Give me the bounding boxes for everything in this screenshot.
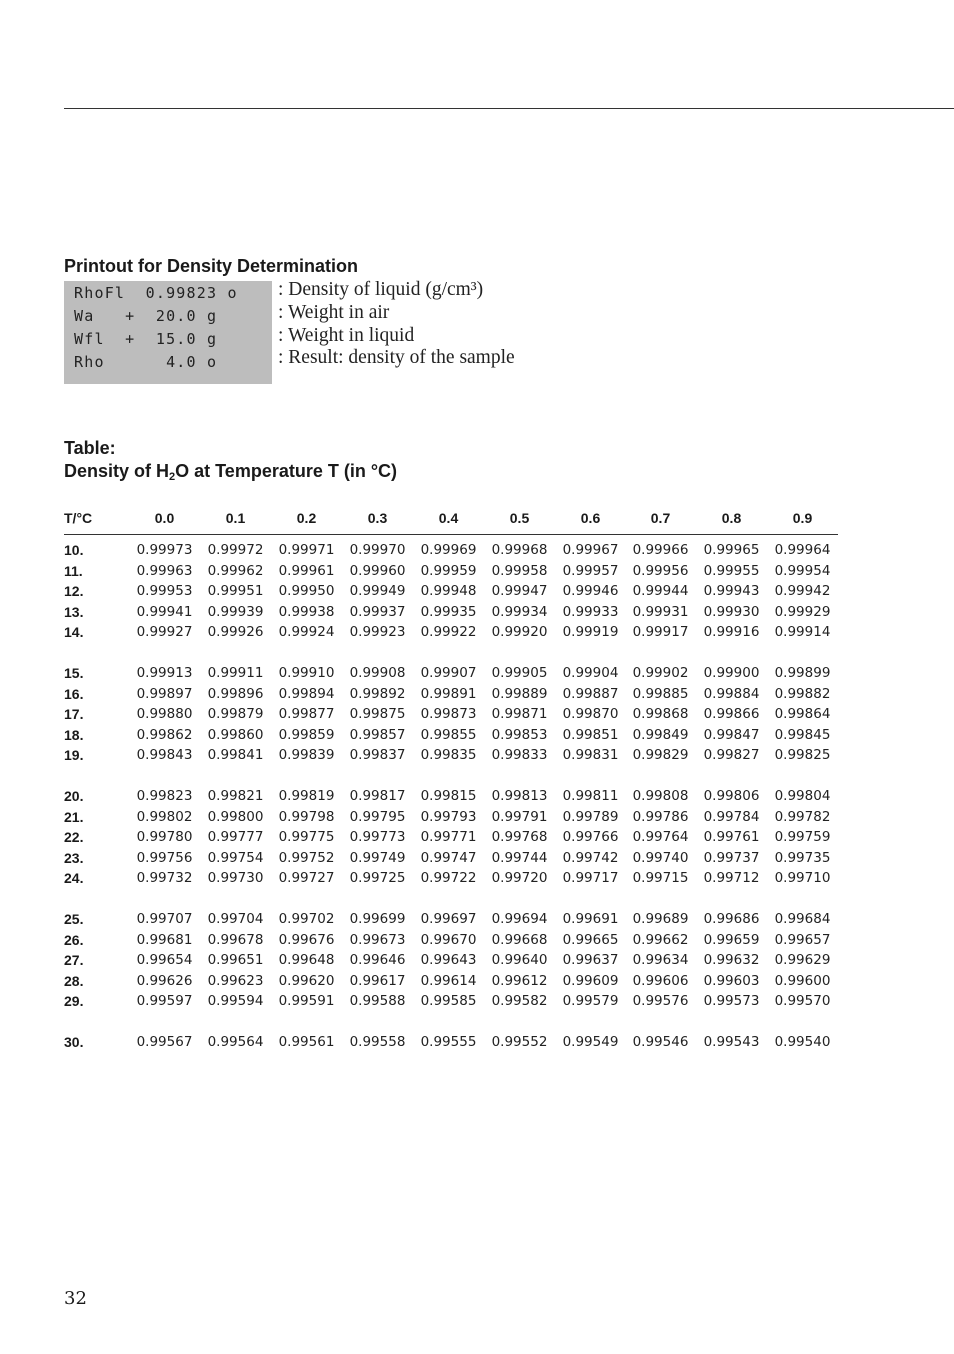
table-row: [0, 583, 954, 603]
density-value: 0.99735: [774, 849, 831, 866]
column-header: 0.4: [438, 510, 459, 526]
density-value: 0.99620: [278, 972, 335, 989]
column-header: 0.3: [367, 510, 388, 526]
density-value: 0.99825: [774, 747, 831, 763]
density-value: 0.99950: [278, 583, 335, 599]
density-value: 0.99972: [207, 542, 264, 558]
column-header: 0.6: [580, 510, 601, 526]
density-value: 0.99603: [703, 972, 760, 989]
column-header: 0.5: [509, 510, 530, 526]
density-value: 0.99942: [774, 583, 831, 599]
density-value: 0.99811: [562, 788, 619, 804]
density-value: 0.99773: [349, 829, 406, 845]
row-temperature: 22.: [64, 829, 84, 845]
density-value: 0.99606: [632, 972, 689, 989]
density-value: 0.99585: [420, 993, 477, 1009]
printout-line-result: Rho 4.0 o: [74, 353, 218, 371]
density-value: 0.99588: [349, 993, 406, 1009]
density-value: 0.99833: [491, 747, 548, 763]
density-value: 0.99955: [703, 562, 760, 579]
table-header-rule: [64, 534, 838, 535]
density-value: 0.99948: [420, 583, 477, 599]
density-value: 0.99806: [703, 788, 760, 804]
density-value: 0.99629: [774, 952, 831, 968]
table-title-prefix: Density of H: [64, 461, 170, 481]
density-value: 0.99835: [420, 747, 477, 763]
density-value: 0.99594: [207, 993, 264, 1009]
density-value: 0.99877: [278, 706, 335, 722]
density-value: 0.99941: [136, 603, 193, 620]
table-row: [0, 665, 954, 685]
density-value: 0.99961: [278, 562, 335, 579]
page-number: 32: [64, 1288, 87, 1309]
table-row: [0, 952, 954, 972]
density-value: 0.99899: [774, 665, 831, 681]
density-value: 0.99747: [420, 849, 477, 866]
density-value: 0.99944: [632, 583, 689, 599]
density-value: 0.99710: [774, 870, 831, 886]
row-temperature: 15.: [64, 665, 84, 681]
density-value: 0.99885: [632, 685, 689, 702]
density-value: 0.99808: [632, 788, 689, 804]
density-value: 0.99665: [562, 931, 619, 948]
density-value: 0.99973: [136, 542, 193, 558]
row-temperature: 27.: [64, 952, 84, 968]
printout-title: Printout for Density Determination: [64, 256, 359, 276]
density-value: 0.99910: [278, 665, 335, 681]
density-value: 0.99795: [349, 808, 406, 825]
density-value: 0.99853: [491, 726, 548, 743]
density-value: 0.99640: [491, 952, 548, 968]
density-value: 0.99926: [207, 624, 264, 640]
row-temperature: 19.: [64, 747, 84, 763]
density-value: 0.99712: [703, 870, 760, 886]
density-value: 0.99902: [632, 665, 689, 681]
density-value: 0.99694: [491, 911, 548, 927]
density-value: 0.99715: [632, 870, 689, 886]
density-value: 0.99549: [562, 1034, 619, 1050]
density-value: 0.99900: [703, 665, 760, 681]
density-value: 0.99938: [278, 603, 335, 620]
density-value: 0.99637: [562, 952, 619, 968]
table-label: Table:: [64, 438, 116, 458]
density-value: 0.99552: [491, 1034, 548, 1050]
table-row: [0, 727, 954, 747]
row-temperature: 21.: [64, 808, 84, 825]
density-value: 0.99668: [491, 931, 548, 948]
density-value: 0.99845: [774, 726, 831, 743]
row-temperature: 18.: [64, 726, 84, 743]
density-value: 0.99617: [349, 972, 406, 989]
density-value: 0.99847: [703, 726, 760, 743]
density-value: 0.99829: [632, 747, 689, 763]
density-value: 0.99654: [136, 952, 193, 968]
density-value: 0.99880: [136, 706, 193, 722]
density-value: 0.99859: [278, 726, 335, 743]
density-value: 0.99947: [491, 583, 548, 599]
row-temperature: 20.: [64, 788, 84, 804]
density-value: 0.99684: [774, 911, 831, 927]
density-value: 0.99752: [278, 849, 335, 866]
row-temperature: 14.: [64, 624, 84, 640]
density-value: 0.99949: [349, 583, 406, 599]
density-value: 0.99561: [278, 1034, 335, 1050]
density-value: 0.99702: [278, 911, 335, 927]
density-value: 0.99597: [136, 993, 193, 1009]
density-value: 0.99777: [207, 829, 264, 845]
density-value: 0.99780: [136, 829, 193, 845]
density-value: 0.99742: [562, 849, 619, 866]
density-value: 0.99849: [632, 726, 689, 743]
density-value: 0.99681: [136, 931, 193, 948]
density-value: 0.99943: [703, 583, 760, 599]
table-row: [0, 829, 954, 849]
density-value: 0.99964: [774, 542, 831, 558]
density-value: 0.99722: [420, 870, 477, 886]
density-value: 0.99930: [703, 603, 760, 620]
table-row: [0, 993, 954, 1013]
density-value: 0.99543: [703, 1034, 760, 1050]
table-row: [0, 850, 954, 870]
density-value: 0.99626: [136, 972, 193, 989]
density-value: 0.99623: [207, 972, 264, 989]
density-value: 0.99662: [632, 931, 689, 948]
table-title-suffix: O at Temperature T (in °C): [175, 461, 398, 481]
density-value: 0.99558: [349, 1034, 406, 1050]
density-value: 0.99839: [278, 747, 335, 763]
density-value: 0.99894: [278, 685, 335, 702]
density-value: 0.99689: [632, 911, 689, 927]
density-value: 0.99965: [703, 542, 760, 558]
density-value: 0.99831: [562, 747, 619, 763]
density-value: 0.99871: [491, 706, 548, 722]
top-rule: [64, 108, 954, 109]
table-row: [0, 932, 954, 952]
density-value: 0.99913: [136, 665, 193, 681]
density-value: 0.99896: [207, 685, 264, 702]
density-value: 0.99651: [207, 952, 264, 968]
density-value: 0.99887: [562, 685, 619, 702]
density-value: 0.99927: [136, 624, 193, 640]
density-value: 0.99784: [703, 808, 760, 825]
density-value: 0.99789: [562, 808, 619, 825]
density-value: 0.99870: [562, 706, 619, 722]
density-value: 0.99956: [632, 562, 689, 579]
table-row: [0, 563, 954, 583]
printout-desc-density-liquid: : Density of liquid (g/cm³): [278, 279, 484, 300]
row-temperature: 23.: [64, 849, 84, 866]
table-row: [0, 604, 954, 624]
table-row: [0, 686, 954, 706]
density-value: 0.99782: [774, 808, 831, 825]
density-value: 0.99766: [562, 829, 619, 845]
table-row: [0, 911, 954, 931]
density-value: 0.99564: [207, 1034, 264, 1050]
density-value: 0.99954: [774, 562, 831, 579]
density-value: 0.99917: [632, 624, 689, 640]
density-value: 0.99963: [136, 562, 193, 579]
density-value: 0.99764: [632, 829, 689, 845]
table-row: [0, 1034, 954, 1054]
density-value: 0.99864: [774, 706, 831, 722]
density-value: 0.99609: [562, 972, 619, 989]
density-value: 0.99892: [349, 685, 406, 702]
printout-desc-weight-air: : Weight in air: [278, 302, 390, 323]
density-value: 0.99697: [420, 911, 477, 927]
density-value: 0.99579: [562, 993, 619, 1009]
printout-line-density-liquid: RhoFl 0.99823 o: [74, 284, 238, 302]
column-header: 0.8: [721, 510, 742, 526]
density-value: 0.99717: [562, 870, 619, 886]
density-value: 0.99960: [349, 562, 406, 579]
density-value: 0.99546: [632, 1034, 689, 1050]
density-value: 0.99967: [562, 542, 619, 558]
column-header-temperature: T/°C: [64, 510, 93, 526]
density-value: 0.99600: [774, 972, 831, 989]
density-value: 0.99923: [349, 624, 406, 640]
table-row: [0, 747, 954, 767]
printout-desc-result: : Result: density of the sample: [278, 347, 515, 368]
density-value: 0.99786: [632, 808, 689, 825]
density-value: 0.99862: [136, 726, 193, 743]
density-value: 0.99875: [349, 706, 406, 722]
density-value: 0.99920: [491, 624, 548, 640]
density-value: 0.99931: [632, 603, 689, 620]
density-value: 0.99851: [562, 726, 619, 743]
density-value: 0.99905: [491, 665, 548, 681]
density-value: 0.99929: [774, 603, 831, 620]
density-value: 0.99817: [349, 788, 406, 804]
density-value: 0.99732: [136, 870, 193, 886]
density-value: 0.99966: [632, 542, 689, 558]
density-value: 0.99707: [136, 911, 193, 927]
density-value: 0.99691: [562, 911, 619, 927]
density-value: 0.99837: [349, 747, 406, 763]
density-value: 0.99768: [491, 829, 548, 845]
row-temperature: 11.: [64, 562, 83, 579]
table-row: [0, 542, 954, 562]
density-value: 0.99907: [420, 665, 477, 681]
density-value: 0.99815: [420, 788, 477, 804]
density-value: 0.99868: [632, 706, 689, 722]
row-temperature: 28.: [64, 972, 84, 989]
density-value: 0.99704: [207, 911, 264, 927]
density-value: 0.99897: [136, 685, 193, 702]
density-value: 0.99659: [703, 931, 760, 948]
density-value: 0.99646: [349, 952, 406, 968]
density-value: 0.99819: [278, 788, 335, 804]
row-temperature: 29.: [64, 993, 84, 1009]
density-value: 0.99873: [420, 706, 477, 722]
density-value: 0.99754: [207, 849, 264, 866]
density-value: 0.99919: [562, 624, 619, 640]
density-value: 0.99678: [207, 931, 264, 948]
density-value: 0.99924: [278, 624, 335, 640]
density-value: 0.99749: [349, 849, 406, 866]
density-value: 0.99962: [207, 562, 264, 579]
density-value: 0.99725: [349, 870, 406, 886]
density-value: 0.99971: [278, 542, 335, 558]
column-header: 0.9: [792, 510, 813, 526]
density-value: 0.99670: [420, 931, 477, 948]
density-value: 0.99730: [207, 870, 264, 886]
density-value: 0.99582: [491, 993, 548, 1009]
density-value: 0.99953: [136, 583, 193, 599]
density-value: 0.99827: [703, 747, 760, 763]
density-value: 0.99720: [491, 870, 548, 886]
density-value: 0.99866: [703, 706, 760, 722]
row-temperature: 13.: [64, 603, 84, 620]
density-value: 0.99791: [491, 808, 548, 825]
table-row: [0, 788, 954, 808]
density-value: 0.99657: [774, 931, 831, 948]
table-title: [64, 461, 397, 483]
table-title-subscript: 2: [169, 471, 176, 483]
density-value: 0.99813: [491, 788, 548, 804]
density-value: 0.99686: [703, 911, 760, 927]
row-temperature: 25.: [64, 911, 84, 927]
density-value: 0.99904: [562, 665, 619, 681]
density-value: 0.99891: [420, 685, 477, 702]
density-value: 0.99916: [703, 624, 760, 640]
density-value: 0.99591: [278, 993, 335, 1009]
density-value: 0.99934: [491, 603, 548, 620]
row-temperature: 24.: [64, 870, 84, 886]
density-value: 0.99937: [349, 603, 406, 620]
density-value: 0.99756: [136, 849, 193, 866]
column-header: 0.0: [154, 510, 175, 526]
density-value: 0.99612: [491, 972, 548, 989]
density-value: 0.99798: [278, 808, 335, 825]
density-value: 0.99946: [562, 583, 619, 599]
density-value: 0.99800: [207, 808, 264, 825]
density-value: 0.99632: [703, 952, 760, 968]
density-value: 0.99759: [774, 829, 831, 845]
density-value: 0.99567: [136, 1034, 193, 1050]
density-value: 0.99793: [420, 808, 477, 825]
printout-desc-weight-liquid: : Weight in liquid: [278, 325, 415, 346]
density-value: 0.99884: [703, 685, 760, 702]
density-value: 0.99761: [703, 829, 760, 845]
density-value: 0.99821: [207, 788, 264, 804]
density-value: 0.99699: [349, 911, 406, 927]
density-value: 0.99775: [278, 829, 335, 845]
row-temperature: 26.: [64, 931, 84, 948]
density-value: 0.99648: [278, 952, 335, 968]
density-value: 0.99914: [774, 624, 831, 640]
density-value: 0.99939: [207, 603, 264, 620]
density-value: 0.99771: [420, 829, 477, 845]
density-value: 0.99857: [349, 726, 406, 743]
density-value: 0.99958: [491, 562, 548, 579]
density-value: 0.99841: [207, 747, 264, 763]
row-temperature: 10.: [64, 542, 84, 558]
density-value: 0.99573: [703, 993, 760, 1009]
column-header: 0.7: [650, 510, 671, 526]
density-value: 0.99614: [420, 972, 477, 989]
table-row: [0, 870, 954, 890]
density-value: 0.99727: [278, 870, 335, 886]
density-value: 0.99676: [278, 931, 335, 948]
density-value: 0.99957: [562, 562, 619, 579]
density-value: 0.99911: [207, 665, 264, 681]
row-temperature: 12.: [64, 583, 84, 599]
density-value: 0.99744: [491, 849, 548, 866]
density-value: 0.99843: [136, 747, 193, 763]
density-value: 0.99804: [774, 788, 831, 804]
density-value: 0.99570: [774, 993, 831, 1009]
density-value: 0.99879: [207, 706, 264, 722]
density-value: 0.99555: [420, 1034, 477, 1050]
density-value: 0.99737: [703, 849, 760, 866]
column-header: 0.2: [296, 510, 317, 526]
row-temperature: 16.: [64, 685, 84, 702]
density-value: 0.99860: [207, 726, 264, 743]
density-value: 0.99634: [632, 952, 689, 968]
density-value: 0.99908: [349, 665, 406, 681]
density-value: 0.99882: [774, 685, 831, 702]
density-value: 0.99802: [136, 808, 193, 825]
row-temperature: 30.: [64, 1034, 84, 1050]
column-header: 0.1: [225, 510, 246, 526]
table-row: [0, 973, 954, 993]
density-value: 0.99968: [491, 542, 548, 558]
density-value: 0.99959: [420, 562, 477, 579]
table-row: [0, 706, 954, 726]
density-value: 0.99969: [420, 542, 477, 558]
density-value: 0.99823: [136, 788, 193, 804]
printout-display: [64, 281, 272, 384]
printout-line-weight-liquid: Wfl + 15.0 g: [74, 330, 218, 348]
density-value: 0.99643: [420, 952, 477, 968]
printout-line-weight-air: Wa + 20.0 g: [74, 307, 218, 325]
density-value: 0.99922: [420, 624, 477, 640]
density-value: 0.99889: [491, 685, 548, 702]
density-value: 0.99740: [632, 849, 689, 866]
density-value: 0.99933: [562, 603, 619, 620]
density-value: 0.99951: [207, 583, 264, 599]
table-row: [0, 809, 954, 829]
density-value: 0.99935: [420, 603, 477, 620]
density-value: 0.99855: [420, 726, 477, 743]
density-value: 0.99576: [632, 993, 689, 1009]
density-value: 0.99673: [349, 931, 406, 948]
table-row: [0, 624, 954, 644]
density-value: 0.99970: [349, 542, 406, 558]
density-value: 0.99540: [774, 1034, 831, 1050]
row-temperature: 17.: [64, 706, 84, 722]
